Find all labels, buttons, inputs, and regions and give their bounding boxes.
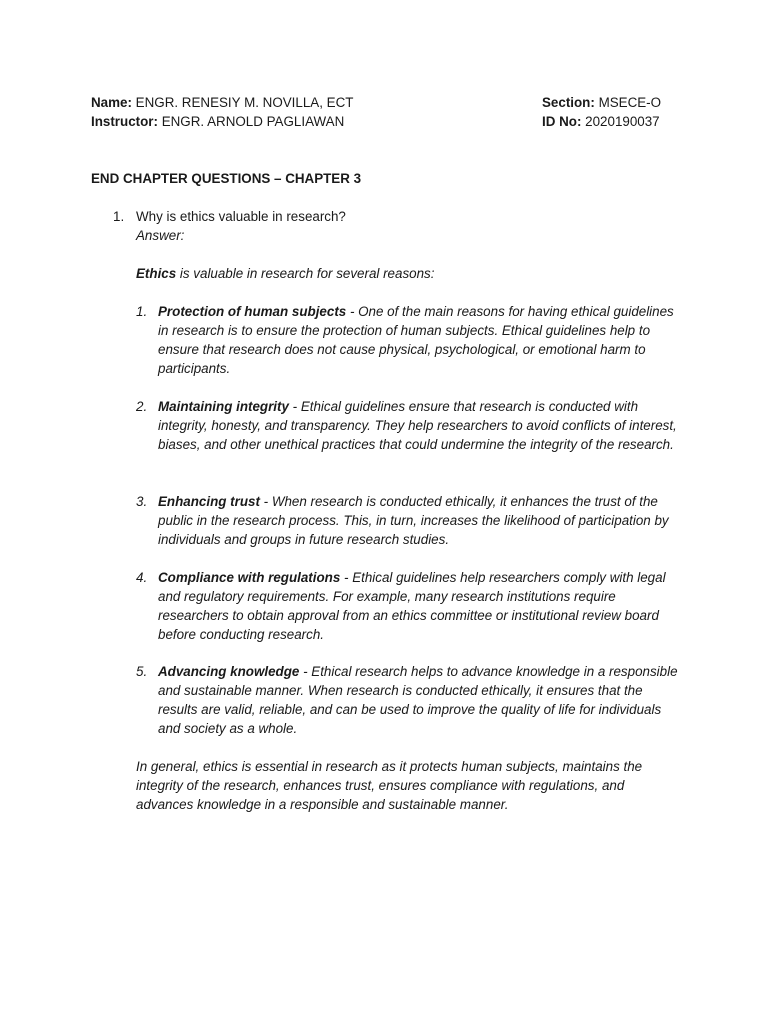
- section-label: Section:: [542, 95, 595, 110]
- question-text: Why is ethics valuable in research?: [136, 209, 346, 224]
- reason-text: [158, 662, 678, 738]
- reason-body: - Ethical guidelines help researchers comply with legal and regulatory requirements. For example, many research institutions require researchers to obtain approval from an ethics committee or institutional review board before conducting research.: [158, 570, 666, 642]
- answer-label: Answer:: [136, 228, 185, 243]
- document-title: END CHAPTER QUESTIONS – CHAPTER 3: [91, 171, 362, 186]
- instructor-row: [91, 112, 353, 131]
- reason-heading: Maintaining integrity: [158, 399, 289, 414]
- name-value: ENGR. RENESIY M. NOVILLA, ECT: [135, 95, 354, 110]
- section-row: [542, 93, 661, 112]
- header-right: [542, 93, 661, 131]
- intro-rest: is valuable in research for several reasons:: [176, 266, 435, 281]
- answer-intro: [136, 264, 434, 283]
- reason-number: 3.: [136, 494, 148, 509]
- id-label: ID No:: [542, 114, 582, 129]
- reason-number: 1.: [136, 304, 148, 319]
- reason-number: 5.: [136, 664, 148, 679]
- id-value: 2020190037: [585, 114, 660, 129]
- reason-heading: Compliance with regulations: [158, 570, 341, 585]
- reason-text: [158, 397, 678, 454]
- id-row: [542, 112, 661, 131]
- reason-text: [158, 492, 678, 549]
- reason-heading: Enhancing trust: [158, 494, 260, 509]
- section-value: MSECE-O: [598, 95, 662, 110]
- reason-heading: Protection of human subjects: [158, 304, 347, 319]
- reason-text: [158, 302, 678, 378]
- reason-heading: Advancing knowledge: [158, 664, 300, 679]
- reason-text: [158, 568, 678, 644]
- reason-number: 2.: [136, 399, 148, 414]
- reason-body: - One of the main reasons for having ethical guidelines in research is to ensure the protection of human subjects. Ethical guidelines help to ensure that research does not cause physical, psychological, or emotional harm to participants.: [158, 304, 674, 376]
- question-number: 1.: [113, 209, 125, 224]
- reason-body: - When research is conducted ethically, it enhances the trust of the public in the research process. This, in turn, increases the likelihood of participation by individuals and groups in future research studies.: [158, 494, 669, 547]
- reason-number: 4.: [136, 570, 148, 585]
- header-left: [91, 93, 353, 131]
- conclusion-paragraph: In general, ethics is essential in research as it protects human subjects, maintains the integrity of the research, enhances trust, ensures compliance with regulations, and advances knowledge in a responsible and sustainable manner.: [136, 759, 643, 812]
- name-row: [91, 93, 353, 112]
- reason-body: - Ethical guidelines ensure that research is conducted with integrity, honesty, and transparency. They help researchers to avoid conflicts of interest, biases, and other unethical practices that could undermine the integrity of the research.: [158, 399, 677, 452]
- intro-bold: Ethics: [136, 266, 177, 281]
- name-label: Name:: [91, 95, 132, 110]
- instructor-label: Instructor:: [91, 114, 158, 129]
- instructor-value: ENGR. ARNOLD PAGLIAWAN: [161, 114, 345, 129]
- reason-body: - Ethical research helps to advance knowledge in a responsible and sustainable manner. When research is conducted ethically, it ensures that the results are valid, reliable, and can be used to improve the quality of life for individuals and society as a whole.: [158, 664, 678, 736]
